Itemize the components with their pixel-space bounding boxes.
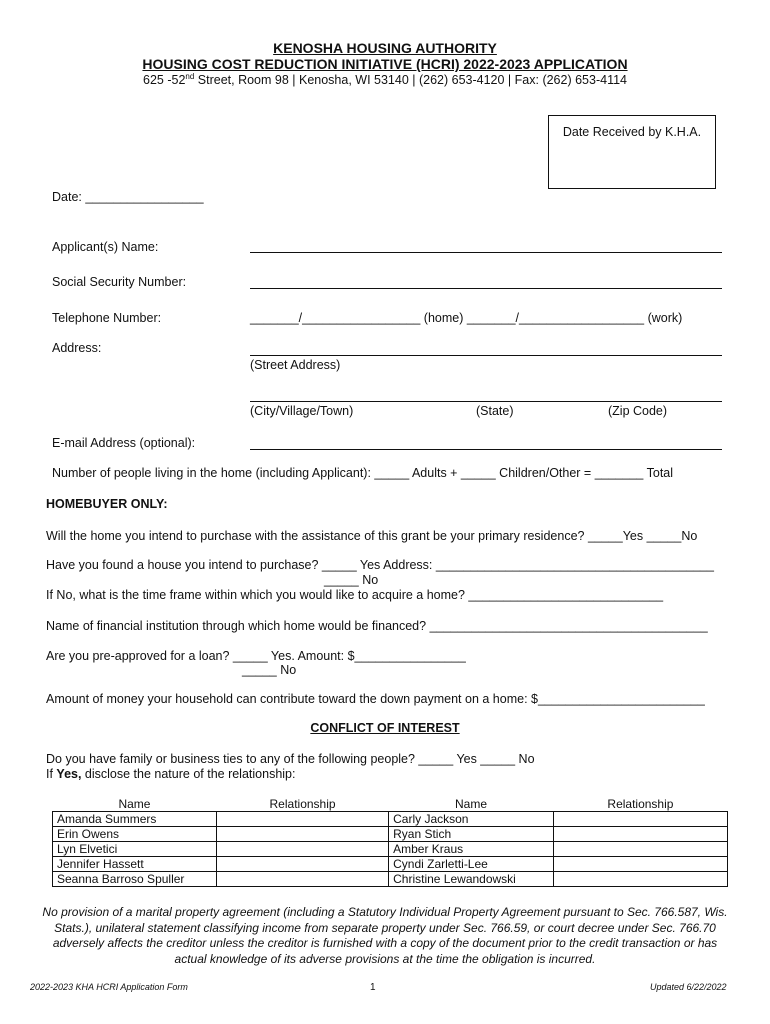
found-house-question[interactable]: Have you found a house you intend to purchase? _____ Yes Address: ________________________________________ (46, 558, 714, 572)
ties-question[interactable]: Do you have family or business ties to any of the following people? _____ Yes _____ No (46, 752, 535, 766)
table-row (53, 842, 728, 857)
relationship-cell[interactable] (553, 827, 727, 842)
relationship-cell[interactable] (216, 827, 388, 842)
zip-caption: (Zip Code) (608, 404, 668, 418)
street-address-caption: (Street Address) (250, 358, 341, 372)
relationship-cell[interactable] (216, 872, 388, 887)
org-address: 625 -52nd Street, Room 98 | Kenosha, WI 53140 | (262) 653-4120 | Fax: (262) 653-4114 (143, 72, 627, 88)
applicant-name-label: Applicant(s) Name: (52, 240, 159, 254)
date-received-box[interactable] (548, 115, 716, 189)
name-cell: Carly Jackson (389, 812, 554, 827)
table-row (53, 827, 728, 842)
marital-property-disclaimer: No provision of a marital property agreement (including a Statutory Individual Property Agreement pursuant to Sec. 766.587, Wis. Stats.), unilateral statement classifying income from separate property under Sec. 766.59, or court decree under Sec. 766.70 adversely affects the creditor unless the creditor is furnished with a copy of the document prior to the credit transaction or has actual knowledge of its adverse provisions at the time the obligation is incurred. (42, 905, 728, 966)
household-count[interactable]: Number of people living in the home (including Applicant): _____ Adults + _____ Children/Other = _______ Total (52, 466, 674, 480)
relationship-cell[interactable] (553, 812, 727, 827)
email-label: E-mail Address (optional): (52, 436, 196, 450)
col-name-left: Name (118, 797, 151, 811)
pre-approved-question[interactable]: Are you pre-approved for a loan? _____ Yes. Amount: $________________ (46, 649, 466, 663)
conflict-table (52, 797, 728, 887)
down-payment-question[interactable]: Amount of money your household can contribute toward the down payment on a home: $________________________ (46, 692, 705, 706)
name-cell: Cyndi Zarletti-Lee (389, 857, 554, 872)
homebuyer-heading: HOMEBUYER ONLY: (46, 497, 168, 511)
col-name-right: Name (454, 797, 487, 811)
street-address-line[interactable] (250, 355, 722, 356)
state-caption: (State) (476, 404, 514, 418)
name-cell: Amanda Summers (53, 812, 217, 827)
org-name: KENOSHA HOUSING AUTHORITY (273, 40, 497, 56)
col-relationship-right: Relationship (607, 797, 674, 811)
found-house-no[interactable]: _____ No (324, 573, 379, 587)
relationship-cell[interactable] (216, 857, 388, 872)
name-cell: Jennifer Hassett (53, 857, 217, 872)
time-frame-question[interactable]: If No, what is the time frame within which you would like to acquire a home? ____________________________ (46, 588, 664, 602)
name-cell: Amber Kraus (389, 842, 554, 857)
form-title: HOUSING COST REDUCTION INITIATIVE (HCRI) 2022-2023 APPLICATION (142, 56, 628, 72)
telephone-label: Telephone Number: (52, 311, 162, 325)
name-cell: Lyn Elvetici (53, 842, 217, 857)
name-cell: Ryan Stich (389, 827, 554, 842)
table-row (53, 857, 728, 872)
financial-institution-question[interactable]: Name of financial institution through which home would be financed? ________________________________________ (46, 619, 708, 633)
relationship-cell[interactable] (216, 812, 388, 827)
ssn-line[interactable] (250, 288, 722, 289)
table-row (53, 872, 728, 887)
name-cell: Erin Owens (53, 827, 217, 842)
city-caption: (City/Village/Town) (250, 404, 354, 418)
email-line[interactable] (250, 449, 722, 450)
primary-residence-question[interactable]: Will the home you intend to purchase with the assistance of this grant be your primary residence? _____Yes _____No (46, 529, 698, 543)
pre-approved-no[interactable]: _____ No (242, 663, 297, 677)
footer-form-name: 2022-2023 KHA HCRI Application Form (30, 982, 188, 992)
city-state-zip-line[interactable] (250, 401, 722, 402)
telephone-blanks[interactable]: _______/_________________ (home) _______/__________________ (work) (250, 311, 683, 325)
table-row (53, 812, 728, 827)
name-cell: Seanna Barroso Spuller (53, 872, 217, 887)
ssn-label: Social Security Number: (52, 275, 187, 289)
date-field[interactable]: Date: _________________ (52, 190, 204, 204)
name-cell: Christine Lewandowski (389, 872, 554, 887)
date-received-label: Date Received by K.H.A. (562, 125, 702, 139)
relationship-cell[interactable] (553, 842, 727, 857)
address-label: Address: (52, 341, 102, 355)
applicant-name-line[interactable] (250, 252, 722, 253)
footer-updated: Updated 6/22/2022 (650, 982, 727, 992)
relationship-cell[interactable] (553, 872, 727, 887)
relationship-cell[interactable] (553, 857, 727, 872)
relationship-cell[interactable] (216, 842, 388, 857)
disclose-prompt: If Yes, disclose the nature of the relationship: (46, 767, 296, 781)
conflict-heading: CONFLICT OF INTEREST (310, 721, 460, 735)
col-relationship-left: Relationship (269, 797, 336, 811)
page-number: 1 (370, 982, 376, 993)
